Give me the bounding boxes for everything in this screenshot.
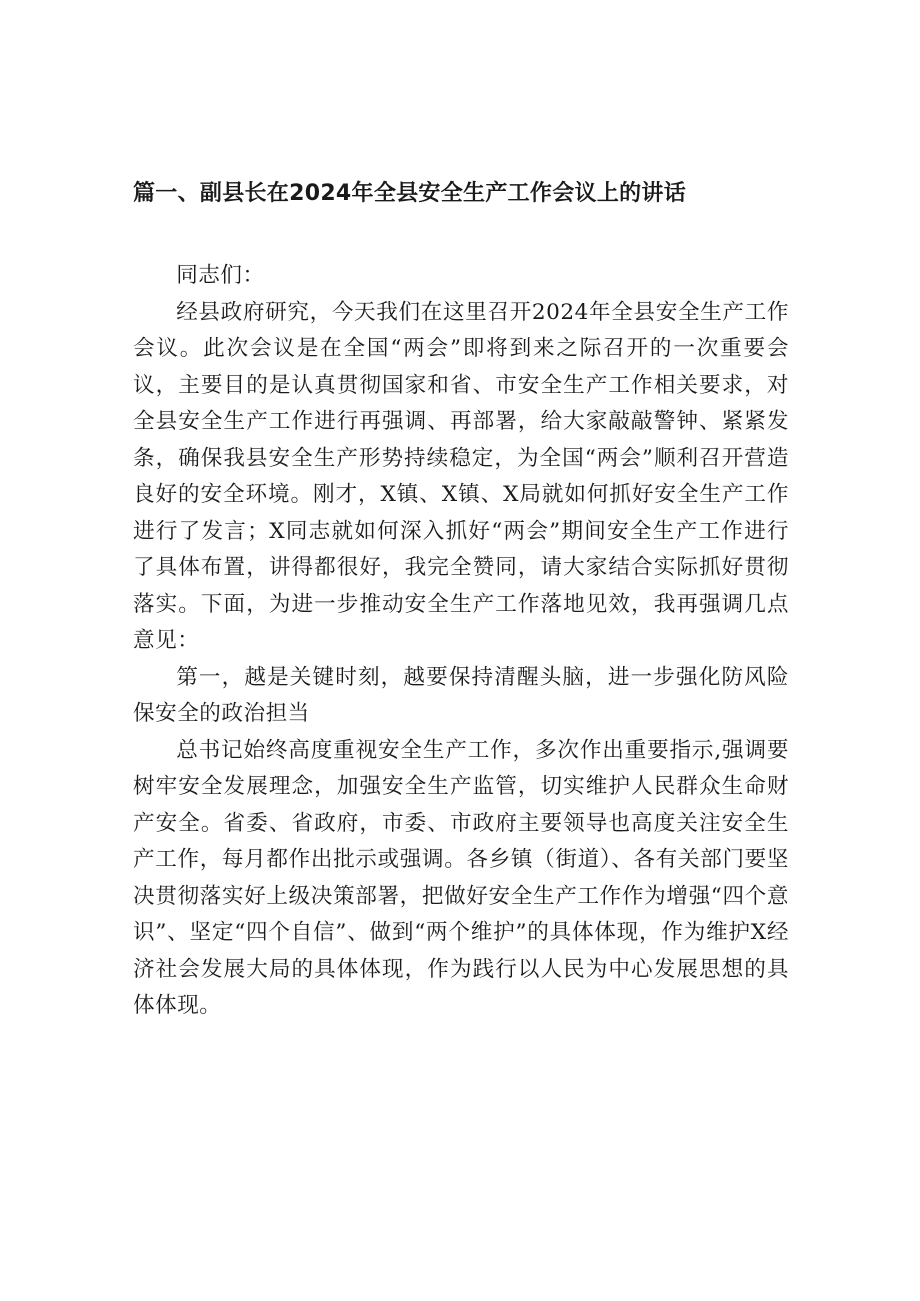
paragraph-intro: 经县政府研究，今天我们在这里召开2024年全县安全生产工作会议。此次会议是在全国“两会”即将到来之际召开的一次重要会议，主要目的是认真贯彻国家和省、市安全生产工作相关要求，对全县安全生产工作进行再强调、再部署，给大家敲敲警钟、紧紧发条，确保我县安全生产形势持续稳定，为全国“两会”顺利召开营造良好的安全环境。刚才，X镇、X镇、X局就如何抓好安全生产工作进行了发言；X同志就如何深入抓好“两会”期间安全生产工作进行了具体布置，讲得都很好，我完全赞同，请大家结合实际抓好贯彻落实。下面，为进一步推动安全生产工作落地见效，我再强调几点意见： <box>133 299 789 653</box>
section-heading-first: 第一，越是关键时刻，越要保持清醒头脑，进一步强化防风险保安全的政治担当 <box>133 664 789 726</box>
document-body <box>133 258 789 1025</box>
document-title: 篇一、副县长在2024年全县安全生产工作会议上的讲话 <box>133 181 687 206</box>
salutation: 同志们： <box>176 263 265 288</box>
paragraph-first-section: 总书记始终高度重视安全生产工作，多次作出重要指示,强调要树牢安全发展理念，加强安全生产监管，切实维护人民群众生命财产安全。省委、省政府，市委、市政府主要领导也高度关注安全生产工作，每月都作出批示或强调。各乡镇（街道）、各有关部门要坚决贯彻落实好上级决策部署，把做好安全生产工作作为增强“四个意识”、坚定“四个自信”、做到“两个维护”的具体体现，作为维护X经济社会发展大局的具体体现，作为践行以人民为中心发展思想的具体体现。 <box>133 737 789 1018</box>
